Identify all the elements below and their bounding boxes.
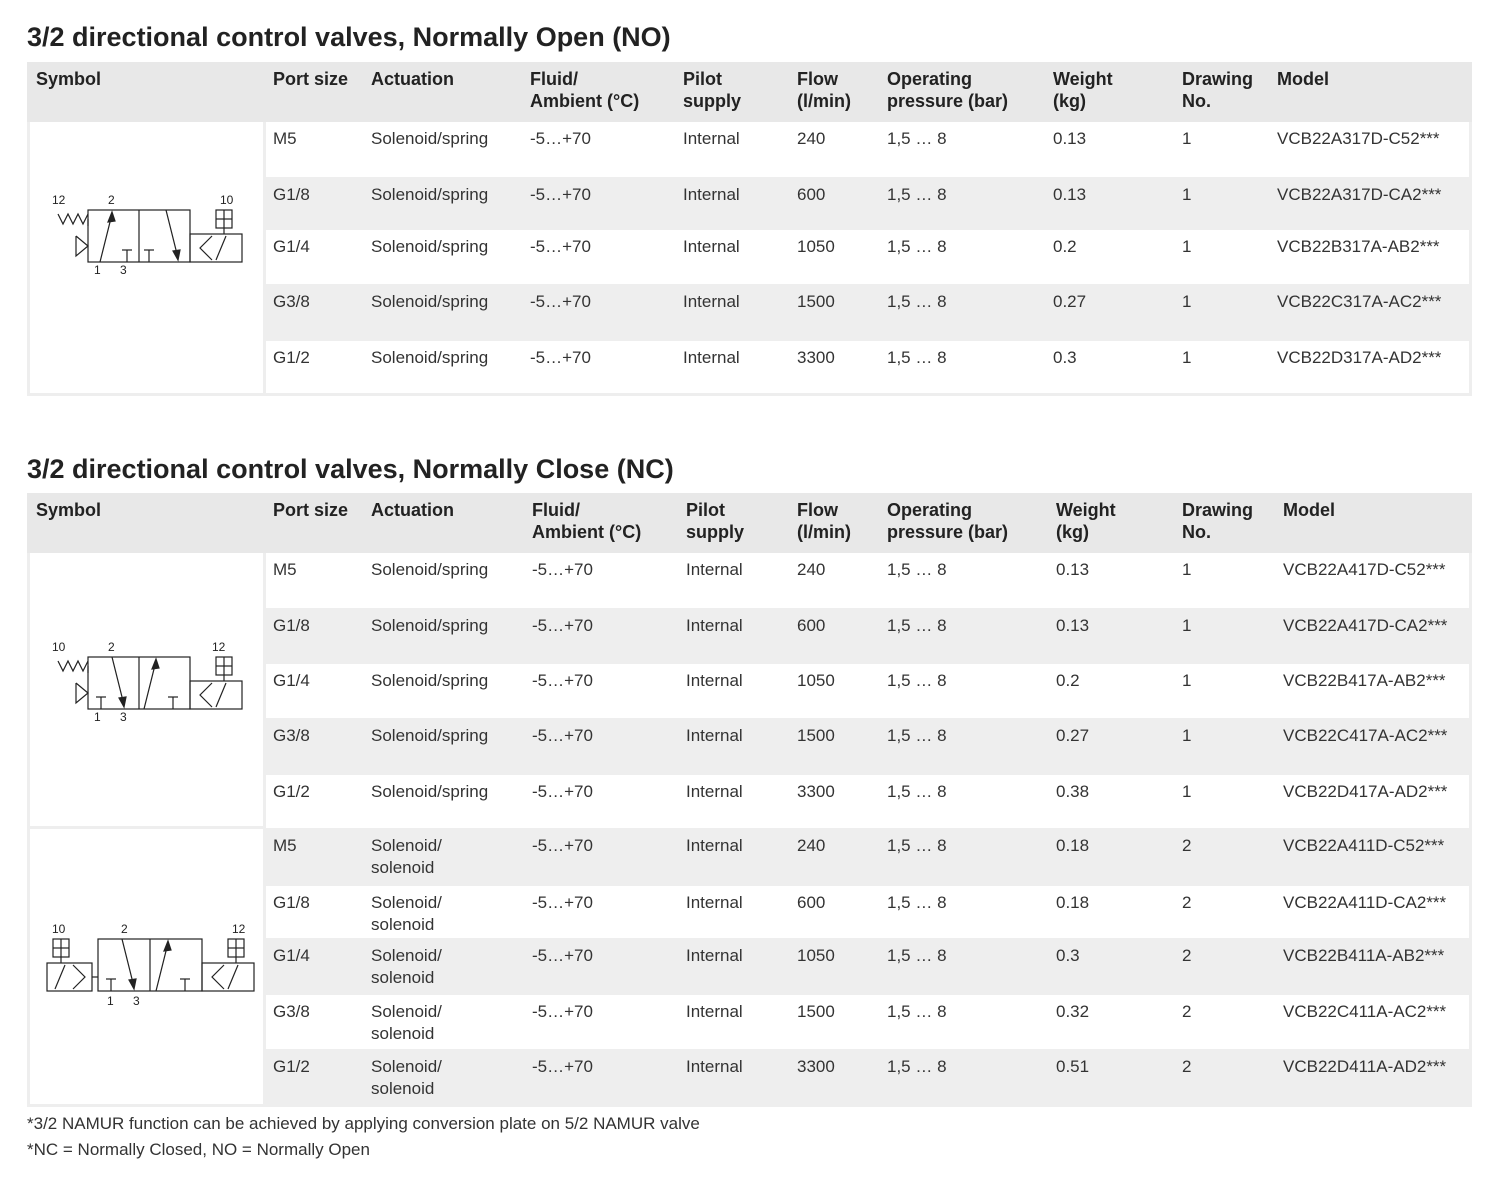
cell-model: VCB22B411A-AB2*** xyxy=(1283,946,1445,965)
cell-flow: 240 xyxy=(797,836,826,855)
cell-pressure: 1,5 … 8 xyxy=(887,946,947,965)
cell-port-size: G1/2 xyxy=(273,348,310,367)
cell-drawing-no: 2 xyxy=(1182,946,1192,965)
cell-drawing-no: 1 xyxy=(1182,185,1192,204)
cell-model: VCB22D317A-AD2*** xyxy=(1277,348,1442,367)
cell-fluid: -5…+70 xyxy=(532,893,593,912)
cell-flow: 1050 xyxy=(797,237,835,256)
header-flow: Flow (l/min) xyxy=(797,500,851,542)
cell-port-size: G1/8 xyxy=(273,185,310,204)
cell-pressure: 1,5 … 8 xyxy=(887,1057,947,1076)
cell-drawing-no: 1 xyxy=(1182,348,1192,367)
cell-actuation: Solenoid/spring xyxy=(371,726,489,745)
cell-pressure: 1,5 … 8 xyxy=(887,129,947,148)
table-row xyxy=(266,775,1469,828)
cell-model: VCB22A317D-CA2*** xyxy=(1277,185,1442,204)
table-row xyxy=(266,719,1469,774)
cell-weight: 0.51 xyxy=(1056,1057,1090,1076)
svg-text:3: 3 xyxy=(133,994,140,1008)
cell-flow: 240 xyxy=(797,129,826,148)
svg-text:10: 10 xyxy=(220,193,234,207)
cell-drawing-no: 2 xyxy=(1182,1057,1192,1076)
cell-port-size: G1/4 xyxy=(273,671,310,690)
header-symbol: Symbol xyxy=(36,69,102,89)
header-model: Model xyxy=(1283,500,1335,520)
cell-port-size: M5 xyxy=(273,560,297,579)
cell-drawing-no: 2 xyxy=(1182,893,1192,912)
cell-drawing-no: 2 xyxy=(1182,836,1192,855)
cell-pressure: 1,5 … 8 xyxy=(887,185,947,204)
header-port-size: Port size xyxy=(273,500,349,520)
cell-actuation: Solenoid/spring xyxy=(371,616,489,635)
svg-text:12: 12 xyxy=(212,640,226,654)
svg-text:10: 10 xyxy=(52,922,66,936)
table-row xyxy=(266,1050,1469,1104)
cell-actuation: Solenoid/spring xyxy=(371,560,489,579)
footnote-abbrev: *NC = Normally Closed, NO = Normally Open xyxy=(27,1140,370,1159)
cell-port-size: M5 xyxy=(273,836,297,855)
cell-fluid: -5…+70 xyxy=(532,616,593,635)
cell-pressure: 1,5 … 8 xyxy=(887,836,947,855)
cell-pressure: 1,5 … 8 xyxy=(887,1002,947,1021)
cell-model: VCB22D417A-AD2*** xyxy=(1283,782,1448,801)
header-fluid: Fluid/ Ambient (°C) xyxy=(532,500,642,542)
cell-fluid: -5…+70 xyxy=(532,946,593,965)
svg-text:3: 3 xyxy=(120,710,127,724)
cell-fluid: -5…+70 xyxy=(530,237,591,256)
cell-port-size: G1/4 xyxy=(273,237,310,256)
cell-pilot-supply: Internal xyxy=(686,616,743,635)
svg-text:2: 2 xyxy=(108,193,115,207)
cell-pressure: 1,5 … 8 xyxy=(887,726,947,745)
table-row xyxy=(266,609,1469,663)
header-pilot: Pilot supply xyxy=(683,69,742,111)
cell-pilot-supply: Internal xyxy=(683,348,740,367)
cell-model: VCB22C411A-AC2*** xyxy=(1283,1002,1447,1021)
cell-flow: 600 xyxy=(797,616,826,635)
cell-actuation: Solenoid/spring xyxy=(371,185,489,204)
cell-flow: 1500 xyxy=(797,1002,835,1021)
symbol-cell-no xyxy=(30,122,263,393)
table-row xyxy=(266,122,1469,177)
table-row xyxy=(266,886,1469,938)
cell-fluid: -5…+70 xyxy=(532,1057,593,1076)
cell-port-size: M5 xyxy=(273,129,297,148)
svg-text:1: 1 xyxy=(107,994,114,1008)
svg-text:1: 1 xyxy=(94,710,101,724)
table-row xyxy=(266,664,1469,718)
table-row xyxy=(266,285,1469,340)
section-title-no: 3/2 directional control valves, Normally Open (NO) xyxy=(27,22,671,52)
cell-pilot-supply: Internal xyxy=(683,185,740,204)
table-row xyxy=(266,341,1469,393)
cell-actuation: Solenoid/spring xyxy=(371,292,489,311)
table-row xyxy=(266,939,1469,994)
cell-actuation: Solenoid/spring xyxy=(371,129,489,148)
cell-fluid: -5…+70 xyxy=(532,1002,593,1021)
cell-weight: 0.13 xyxy=(1056,560,1090,579)
cell-pilot-supply: Internal xyxy=(686,782,743,801)
cell-fluid: -5…+70 xyxy=(532,836,593,855)
cell-model: VCB22C417A-AC2*** xyxy=(1283,726,1448,745)
cell-weight: 0.27 xyxy=(1053,292,1087,311)
cell-port-size: G1/4 xyxy=(273,946,310,965)
svg-text:10: 10 xyxy=(52,640,66,654)
cell-fluid: -5…+70 xyxy=(530,292,591,311)
cell-flow: 600 xyxy=(797,185,826,204)
cell-pilot-supply: Internal xyxy=(686,893,743,912)
table-header xyxy=(27,493,1472,553)
header-flow: Flow (l/min) xyxy=(797,69,851,111)
cell-port-size: G3/8 xyxy=(273,726,310,745)
header-drawing: Drawing No. xyxy=(1182,500,1254,542)
cell-weight: 0.2 xyxy=(1053,237,1077,256)
header-pilot: Pilot supply xyxy=(686,500,745,542)
symbol-cell-nc-1 xyxy=(30,553,263,826)
cell-drawing-no: 1 xyxy=(1182,726,1192,745)
cell-port-size: G3/8 xyxy=(273,1002,310,1021)
header-pressure: Operating pressure (bar) xyxy=(887,500,1009,542)
cell-fluid: -5…+70 xyxy=(530,129,591,148)
svg-text:2: 2 xyxy=(108,640,115,654)
valve-symbol-nc-solenoid-icon xyxy=(30,829,263,1104)
cell-pressure: 1,5 … 8 xyxy=(887,782,947,801)
header-drawing: Drawing No. xyxy=(1182,69,1254,111)
cell-fluid: -5…+70 xyxy=(530,348,591,367)
valve-symbol-nc-spring-icon xyxy=(30,553,263,826)
header-port-size: Port size xyxy=(273,69,349,89)
cell-weight: 0.27 xyxy=(1056,726,1090,745)
cell-drawing-no: 1 xyxy=(1182,616,1192,635)
cell-pressure: 1,5 … 8 xyxy=(887,348,947,367)
table-row xyxy=(266,178,1469,229)
cell-fluid: -5…+70 xyxy=(532,560,593,579)
cell-flow: 1050 xyxy=(797,671,835,690)
cell-model: VCB22D411A-AD2*** xyxy=(1283,1057,1447,1076)
cell-flow: 240 xyxy=(797,560,826,579)
table-row xyxy=(266,230,1469,284)
valve-symbol-no-icon xyxy=(30,122,263,393)
cell-drawing-no: 1 xyxy=(1182,292,1192,311)
header-model: Model xyxy=(1277,69,1329,89)
cell-drawing-no: 1 xyxy=(1182,129,1192,148)
cell-fluid: -5…+70 xyxy=(532,782,593,801)
cell-actuation: Solenoid/spring xyxy=(371,237,489,256)
cell-drawing-no: 1 xyxy=(1182,782,1192,801)
cell-pilot-supply: Internal xyxy=(686,1057,743,1076)
header-fluid: Fluid/ Ambient (°C) xyxy=(530,69,640,111)
cell-drawing-no: 1 xyxy=(1182,237,1192,256)
cell-pilot-supply: Internal xyxy=(686,946,743,965)
svg-text:1: 1 xyxy=(94,263,101,277)
cell-model: VCB22A417D-C52*** xyxy=(1283,560,1446,579)
cell-port-size: G1/2 xyxy=(273,1057,310,1076)
cell-flow: 600 xyxy=(797,893,826,912)
cell-pilot-supply: Internal xyxy=(686,671,743,690)
svg-text:12: 12 xyxy=(232,922,246,936)
cell-actuation: Solenoid/spring xyxy=(371,782,489,801)
cell-weight: 0.3 xyxy=(1053,348,1077,367)
cell-actuation: Solenoid/ solenoid xyxy=(371,836,442,877)
cell-actuation: Solenoid/spring xyxy=(371,671,489,690)
table-no xyxy=(27,62,1472,396)
cell-weight: 0.18 xyxy=(1056,836,1090,855)
cell-port-size: G1/2 xyxy=(273,782,310,801)
svg-text:2: 2 xyxy=(121,922,128,936)
header-symbol: Symbol xyxy=(36,500,102,520)
svg-text:3: 3 xyxy=(120,263,127,277)
cell-model: VCB22A411D-C52*** xyxy=(1283,836,1445,855)
cell-actuation: Solenoid/ solenoid xyxy=(371,1002,442,1043)
cell-drawing-no: 1 xyxy=(1182,671,1192,690)
cell-model: VCB22A317D-C52*** xyxy=(1277,129,1440,148)
cell-model: VCB22A417D-CA2*** xyxy=(1283,616,1448,635)
cell-fluid: -5…+70 xyxy=(532,726,593,745)
cell-flow: 3300 xyxy=(797,348,835,367)
cell-model: VCB22B317A-AB2*** xyxy=(1277,237,1440,256)
cell-model: VCB22C317A-AC2*** xyxy=(1277,292,1442,311)
footnote-namur: *3/2 NAMUR function can be achieved by applying conversion plate on 5/2 NAMUR valve xyxy=(27,1114,700,1133)
symbol-cell-nc-2 xyxy=(30,829,263,1104)
cell-fluid: -5…+70 xyxy=(532,671,593,690)
header-actuation: Actuation xyxy=(371,500,454,520)
table-header xyxy=(27,62,1472,122)
cell-pilot-supply: Internal xyxy=(683,129,740,148)
cell-drawing-no: 2 xyxy=(1182,1002,1192,1021)
section-title-nc: 3/2 directional control valves, Normally Close (NC) xyxy=(27,454,674,484)
cell-flow: 1500 xyxy=(797,292,835,311)
header-pressure: Operating pressure (bar) xyxy=(887,69,1009,111)
cell-pilot-supply: Internal xyxy=(686,560,743,579)
cell-pilot-supply: Internal xyxy=(686,836,743,855)
cell-pressure: 1,5 … 8 xyxy=(887,560,947,579)
cell-fluid: -5…+70 xyxy=(530,185,591,204)
table-nc xyxy=(27,493,1472,1107)
cell-pressure: 1,5 … 8 xyxy=(887,893,947,912)
cell-pressure: 1,5 … 8 xyxy=(887,671,947,690)
cell-actuation: Solenoid/spring xyxy=(371,348,489,367)
svg-text:12: 12 xyxy=(52,193,66,207)
cell-port-size: G1/8 xyxy=(273,616,310,635)
cell-pilot-supply: Internal xyxy=(686,1002,743,1021)
cell-weight: 0.18 xyxy=(1056,893,1090,912)
cell-actuation: Solenoid/ solenoid xyxy=(371,1057,442,1098)
cell-drawing-no: 1 xyxy=(1182,560,1192,579)
header-weight: Weight (kg) xyxy=(1053,69,1113,111)
cell-pressure: 1,5 … 8 xyxy=(887,616,947,635)
cell-weight: 0.32 xyxy=(1056,1002,1090,1021)
cell-pilot-supply: Internal xyxy=(683,292,740,311)
cell-weight: 0.13 xyxy=(1056,616,1090,635)
header-weight: Weight (kg) xyxy=(1056,500,1116,542)
cell-weight: 0.3 xyxy=(1056,946,1080,965)
cell-actuation: Solenoid/ solenoid xyxy=(371,946,442,987)
table-row xyxy=(266,829,1469,885)
header-actuation: Actuation xyxy=(371,69,454,89)
cell-weight: 0.13 xyxy=(1053,129,1087,148)
cell-flow: 3300 xyxy=(797,782,835,801)
cell-weight: 0.13 xyxy=(1053,185,1087,204)
cell-weight: 0.2 xyxy=(1056,671,1080,690)
cell-model: VCB22A411D-CA2*** xyxy=(1283,893,1447,912)
cell-actuation: Solenoid/ solenoid xyxy=(371,893,442,934)
cell-flow: 1050 xyxy=(797,946,835,965)
cell-flow: 3300 xyxy=(797,1057,835,1076)
cell-pressure: 1,5 … 8 xyxy=(887,292,947,311)
cell-pressure: 1,5 … 8 xyxy=(887,237,947,256)
table-row xyxy=(266,553,1469,608)
cell-port-size: G3/8 xyxy=(273,292,310,311)
cell-pilot-supply: Internal xyxy=(683,237,740,256)
table-row xyxy=(266,995,1469,1049)
cell-model: VCB22B417A-AB2*** xyxy=(1283,671,1446,690)
cell-flow: 1500 xyxy=(797,726,835,745)
cell-pilot-supply: Internal xyxy=(686,726,743,745)
cell-weight: 0.38 xyxy=(1056,782,1090,801)
cell-port-size: G1/8 xyxy=(273,893,310,912)
